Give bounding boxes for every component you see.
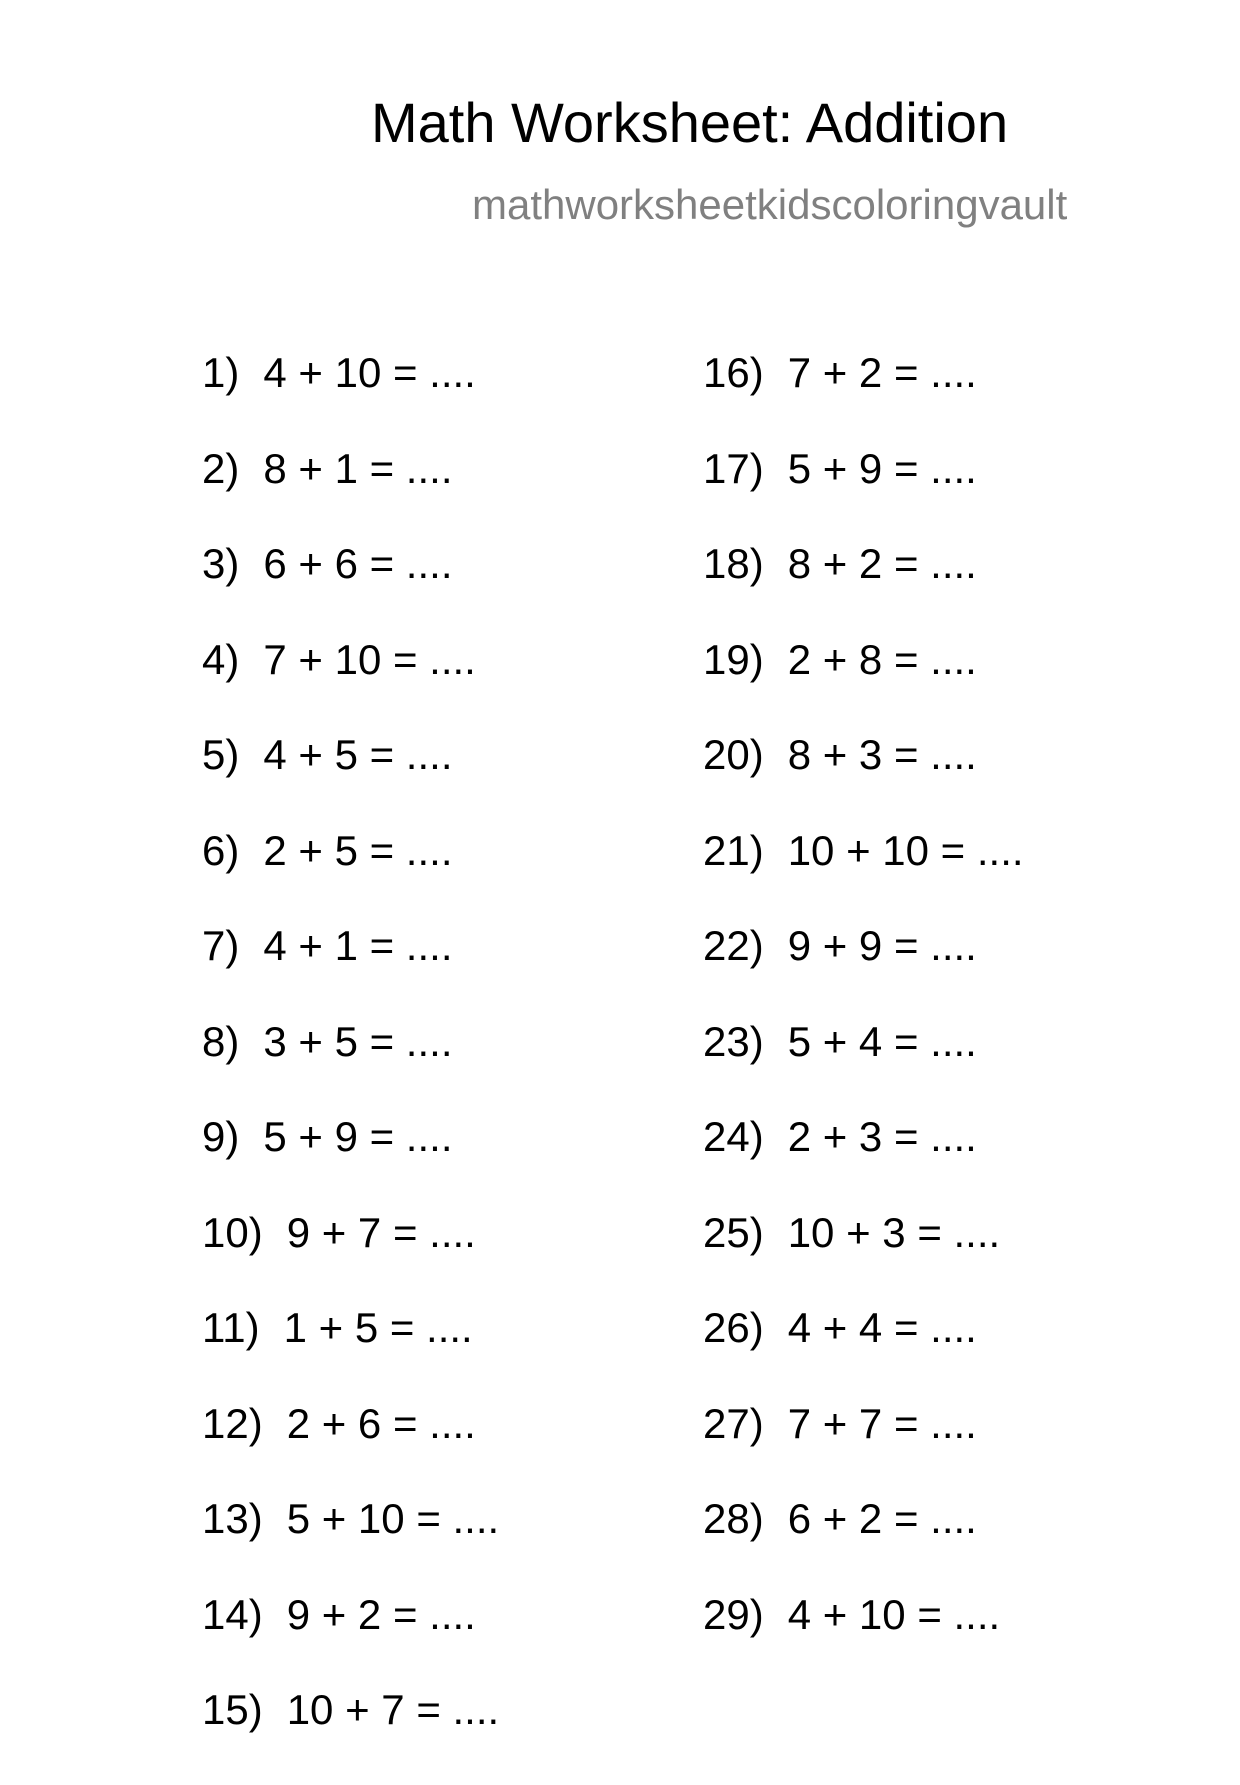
problems-left-column xyxy=(202,349,500,1785)
problem-expression: 6 + 6 = .... xyxy=(263,540,453,587)
problem-9 xyxy=(202,1113,499,1212)
problem-6 xyxy=(202,826,499,926)
problem-number: 7) xyxy=(202,922,240,969)
problem-expression: 1 + 5 = .... xyxy=(283,1304,473,1351)
problem-expression: 7 + 2 = .... xyxy=(787,349,977,396)
problem-5 xyxy=(202,731,499,830)
problem-number: 25) xyxy=(703,1208,764,1256)
problem-expression: 2 + 5 = .... xyxy=(263,826,453,874)
worksheet-title: Math Worksheet: Addition xyxy=(371,91,1009,154)
problem-number: 18) xyxy=(703,540,764,587)
problem-number: 21) xyxy=(703,826,764,874)
problem-number: 1) xyxy=(202,349,240,396)
problem-number: 5) xyxy=(202,731,240,778)
problem-expression: 4 + 1 = .... xyxy=(263,922,453,969)
problem-expression: 4 + 10 = .... xyxy=(263,349,476,396)
problem-number: 28) xyxy=(703,1495,764,1542)
problem-number: 8) xyxy=(202,1017,240,1065)
problem-number: 23) xyxy=(703,1017,764,1065)
problem-expression: 2 + 8 = .... xyxy=(787,635,977,683)
problem-27 xyxy=(703,1399,1024,1499)
problem-20 xyxy=(703,731,1024,830)
problem-expression: 5 + 9 = .... xyxy=(263,1113,453,1160)
problem-29 xyxy=(703,1590,1024,1690)
problem-19 xyxy=(703,635,1024,735)
problem-15 xyxy=(202,1686,500,1785)
problem-25 xyxy=(703,1208,1024,1308)
problem-expression: 4 + 5 = .... xyxy=(263,731,453,778)
problem-1 xyxy=(202,349,499,448)
problem-16 xyxy=(703,349,1024,448)
problem-expression: 10 + 7 = .... xyxy=(286,1686,500,1733)
problem-number: 3) xyxy=(202,540,240,587)
problem-expression: 3 + 5 = .... xyxy=(263,1017,453,1065)
problem-number: 9) xyxy=(202,1113,240,1160)
problem-expression: 10 + 3 = .... xyxy=(787,1208,1001,1256)
problem-expression: 7 + 7 = .... xyxy=(787,1399,977,1447)
problem-21 xyxy=(703,826,1024,926)
problem-number: 14) xyxy=(202,1590,263,1638)
problem-23 xyxy=(703,1017,1024,1117)
problem-number: 4) xyxy=(202,635,240,683)
problem-expression: 8 + 1 = .... xyxy=(263,444,453,492)
problem-expression: 5 + 9 = .... xyxy=(787,444,977,492)
problem-number: 13) xyxy=(202,1495,263,1542)
problem-number: 12) xyxy=(202,1399,263,1447)
problem-expression: 9 + 9 = .... xyxy=(787,922,977,969)
problem-7 xyxy=(202,922,499,1021)
problem-expression: 5 + 4 = .... xyxy=(787,1017,977,1065)
problem-26 xyxy=(703,1304,1024,1403)
problem-3 xyxy=(202,540,499,639)
problem-expression: 2 + 3 = .... xyxy=(787,1113,977,1160)
problem-22 xyxy=(703,922,1024,1021)
problem-14 xyxy=(202,1590,499,1690)
problem-number: 22) xyxy=(703,922,764,969)
problem-28 xyxy=(703,1495,1024,1594)
problems-right-column xyxy=(703,349,1024,1689)
problem-number: 10) xyxy=(202,1208,263,1256)
problem-number: 20) xyxy=(703,731,764,778)
problem-number: 15) xyxy=(202,1686,263,1733)
problem-expression: 4 + 4 = .... xyxy=(787,1304,977,1351)
problem-8 xyxy=(202,1017,499,1117)
problem-number: 19) xyxy=(703,635,764,683)
problem-17 xyxy=(703,444,1024,544)
problem-number: 11) xyxy=(202,1304,260,1351)
problem-10 xyxy=(202,1208,499,1308)
problem-expression: 9 + 7 = .... xyxy=(286,1208,476,1256)
problem-number: 17) xyxy=(703,444,764,492)
problem-11 xyxy=(202,1304,499,1403)
problem-12 xyxy=(202,1399,499,1499)
problem-13 xyxy=(202,1495,500,1594)
problem-expression: 10 + 10 = .... xyxy=(787,826,1024,874)
problem-18 xyxy=(703,540,1024,639)
problem-expression: 8 + 2 = .... xyxy=(787,540,977,587)
problem-expression: 6 + 2 = .... xyxy=(787,1495,977,1542)
problem-expression: 4 + 10 = .... xyxy=(787,1590,1001,1638)
problem-number: 29) xyxy=(703,1590,764,1638)
problem-24 xyxy=(703,1113,1024,1212)
problem-2 xyxy=(202,444,499,544)
problem-number: 16) xyxy=(703,349,764,396)
problem-expression: 2 + 6 = .... xyxy=(286,1399,476,1447)
problem-number: 27) xyxy=(703,1399,764,1447)
problem-expression: 5 + 10 = .... xyxy=(286,1495,500,1542)
problem-expression: 7 + 10 = .... xyxy=(263,635,476,683)
problem-expression: 8 + 3 = .... xyxy=(787,731,977,778)
problem-expression: 9 + 2 = .... xyxy=(286,1590,476,1638)
problem-number: 24) xyxy=(703,1113,764,1160)
problem-number: 2) xyxy=(202,444,240,492)
problem-number: 26) xyxy=(703,1304,764,1351)
worksheet-subtitle: mathworksheetkidscoloringvault xyxy=(472,181,1068,228)
problem-number: 6) xyxy=(202,826,240,874)
problem-4 xyxy=(202,635,499,735)
